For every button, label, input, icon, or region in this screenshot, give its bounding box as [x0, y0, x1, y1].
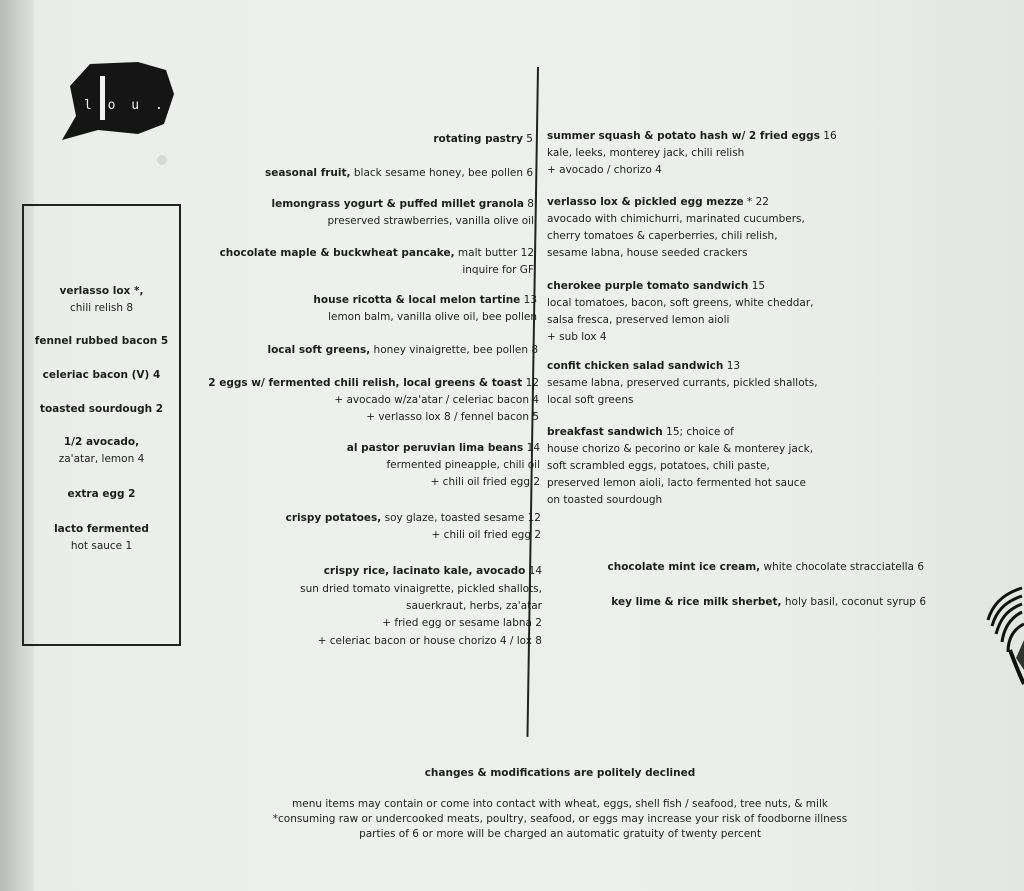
menu-item-detail — [328, 310, 537, 324]
item-detail: local soft greens — [547, 394, 634, 406]
menu-item-title — [547, 129, 837, 143]
sides-box — [22, 204, 181, 646]
item-detail: + avocado / chorizo 4 — [547, 164, 662, 176]
item-name: confit chicken salad sandwich — [547, 360, 724, 372]
item-detail: 14 — [525, 565, 542, 577]
item-detail: + chili oil fried egg 2 — [430, 476, 540, 488]
item-detail: 5 — [522, 133, 533, 145]
item-detail: 13 — [520, 294, 537, 306]
item-name: local soft greens, — [267, 344, 371, 356]
menu-item-detail — [382, 616, 542, 630]
side-item-line: za'atar, lemon 4 — [58, 453, 145, 465]
menu-item-detail — [366, 410, 539, 424]
side-item-line: extra egg 2 — [67, 488, 136, 500]
side-item — [24, 434, 179, 468]
item-detail: + avocado w/za'atar / celeriac bacon 4 — [334, 394, 539, 406]
item-detail: + fried egg or sesame labna 2 — [382, 617, 542, 629]
item-detail: on toasted sourdough — [547, 494, 663, 506]
item-detail: 15; choice of — [662, 426, 734, 438]
item-detail: inquire for GF — [462, 264, 534, 276]
menu-item-detail — [547, 376, 818, 390]
item-name: lemongrass yogurt & puffed millet granola — [271, 198, 524, 210]
side-item — [24, 333, 179, 350]
menu-item-detail — [431, 475, 540, 489]
menu-item-detail — [547, 459, 770, 473]
item-name: verlasso lox & pickled egg mezze — [547, 196, 744, 208]
item-name: breakfast sandwich — [547, 426, 663, 438]
item-name: key lime & rice milk sherbet, — [611, 596, 782, 608]
item-detail: 15 — [748, 280, 766, 292]
item-detail: malt butter 12 — [454, 247, 534, 259]
item-detail: + chili oil fried egg 2 — [431, 529, 541, 541]
item-detail: 14 — [523, 442, 540, 454]
item-detail: soy glaze, toasted sesame 12 — [381, 512, 541, 524]
item-name: rotating pastry — [433, 133, 523, 145]
menu-item-detail — [547, 146, 744, 160]
side-item-line: hot sauce 1 — [70, 540, 133, 552]
side-item-line: toasted sourdough 2 — [39, 403, 164, 415]
menu-item-detail — [334, 393, 539, 407]
item-detail: sesame labna, house seeded crackers — [547, 247, 748, 259]
item-detail: * 22 — [743, 196, 769, 208]
menu-item-title — [208, 376, 539, 390]
item-detail: avocado with chimichurri, marinated cucumbers, — [547, 213, 805, 225]
menu-item-detail — [547, 212, 805, 226]
side-item — [24, 486, 179, 503]
item-detail: white chocolate stracciatella 6 — [760, 561, 924, 573]
item-detail: 8 — [523, 198, 534, 210]
menu-item-detail — [300, 582, 542, 596]
dessert-item — [611, 595, 926, 609]
item-detail: + celeriac bacon or house chorizo 4 / lox 8 — [317, 635, 542, 647]
item-detail: sun dried tomato vinaigrette, pickled shallots, — [300, 583, 542, 595]
menu-item-detail — [547, 163, 662, 177]
policy-note: changes & modifications are politely declined — [424, 767, 696, 779]
item-name: al pastor peruvian lima beans — [346, 442, 524, 454]
menu-item-detail — [547, 296, 814, 310]
menu-item-title — [271, 197, 534, 211]
item-name: chocolate mint ice cream, — [607, 561, 761, 573]
item-detail: fermented pineapple, chili oil — [386, 459, 540, 471]
item-name: 2 eggs w/ fermented chili relish, local greens & toast — [208, 377, 523, 389]
item-detail: honey vinaigrette, bee pollen 8 — [370, 344, 538, 356]
side-item-line: verlasso lox *, — [59, 285, 144, 297]
item-name: seasonal fruit, — [264, 167, 351, 179]
menu-item-detail — [547, 442, 813, 456]
menu-item-title — [324, 564, 542, 578]
menu-item-detail — [547, 313, 729, 327]
menu-item-detail — [432, 528, 541, 542]
item-detail: local tomatoes, bacon, soft greens, white cheddar, — [547, 297, 814, 309]
item-name: cherokee purple tomato sandwich — [547, 280, 749, 292]
menu-item-title — [547, 195, 769, 209]
item-detail: 13 — [723, 360, 741, 372]
item-detail: salsa fresca, preserved lemon aioli — [547, 314, 730, 326]
item-detail: cherry tomatoes & caperberries, chili relish, — [547, 230, 778, 242]
menu-item-detail — [406, 599, 542, 613]
item-name: summer squash & potato hash w/ 2 fried eggs — [547, 130, 820, 142]
item-detail: 16 — [819, 130, 837, 142]
item-detail: preserved lemon aioli, lacto fermented hot sauce — [547, 477, 806, 489]
menu-item-title — [347, 441, 540, 455]
menu-item-detail — [547, 393, 633, 407]
side-item-line: chili relish 8 — [69, 302, 134, 314]
item-name: chocolate maple & buckwheat pancake, — [219, 247, 455, 259]
side-item-line: celeriac bacon (V) 4 — [42, 369, 161, 381]
menu-item-title — [265, 166, 533, 180]
footer-note: parties of 6 or more will be charged an automatic gratuity of twenty percent — [359, 828, 761, 840]
menu-item-title — [547, 425, 734, 439]
menu-item-detail — [327, 214, 534, 228]
item-name: crispy rice, lacinato kale, avocado — [323, 565, 526, 577]
side-item — [24, 367, 179, 384]
item-detail: kale, leeks, monterey jack, chili relish — [547, 147, 745, 159]
item-detail: sesame labna, preserved currants, pickled shallots, — [547, 377, 818, 389]
menu-item-title — [286, 511, 541, 525]
item-detail: holy basil, coconut syrup 6 — [781, 596, 926, 608]
menu-item-detail — [386, 458, 540, 472]
menu-item-title — [547, 279, 765, 293]
menu-item-title — [267, 343, 538, 357]
item-detail: lemon balm, vanilla olive oil, bee pollen — [328, 311, 537, 323]
menu-item-detail — [547, 229, 778, 243]
item-detail: sauerkraut, herbs, za'atar — [406, 600, 542, 612]
menu-item-detail — [318, 634, 542, 648]
menu-item-detail — [547, 246, 747, 260]
decorative-dot — [157, 155, 167, 165]
menu-item-title — [433, 132, 533, 146]
footer-note: *consuming raw or undercooked meats, poultry, seafood, or eggs may increase your risk of foodborne illness — [272, 813, 848, 825]
item-detail: preserved strawberries, vanilla olive oil — [327, 215, 534, 227]
menu-item-detail — [547, 330, 607, 344]
side-item — [24, 401, 179, 418]
item-detail: house chorizo & pecorino or kale & monterey jack, — [547, 443, 814, 455]
side-item-line: 1/2 avocado, — [63, 436, 140, 448]
item-detail: soft scrambled eggs, potatoes, chili paste, — [547, 460, 770, 472]
menu-item-detail — [462, 263, 534, 277]
logo-text: l o u . — [84, 98, 167, 113]
menu-item-detail — [547, 476, 806, 490]
item-detail: + verlasso lox 8 / fennel bacon 5 — [366, 411, 539, 423]
item-name: house ricotta & local melon tartine — [313, 294, 521, 306]
side-item — [24, 521, 179, 555]
menu-item-title — [547, 359, 740, 373]
side-item-line: fennel rubbed bacon 5 — [34, 335, 169, 347]
plant-illustration — [982, 580, 1024, 690]
item-detail: + sub lox 4 — [547, 331, 607, 343]
dessert-item — [608, 560, 925, 574]
menu-item-title — [220, 246, 534, 260]
side-item-line: lacto fermented — [54, 523, 149, 535]
item-name: crispy potatoes, — [285, 512, 382, 524]
footer-note: menu items may contain or come into contact with wheat, eggs, shell fish / seafood, tree nuts, & milk — [292, 798, 828, 810]
menu-item-detail — [547, 493, 662, 507]
item-detail: 12 — [522, 377, 539, 389]
side-item — [24, 283, 179, 317]
item-detail: black sesame honey, bee pollen 6 — [350, 167, 533, 179]
menu-item-title — [313, 293, 537, 307]
